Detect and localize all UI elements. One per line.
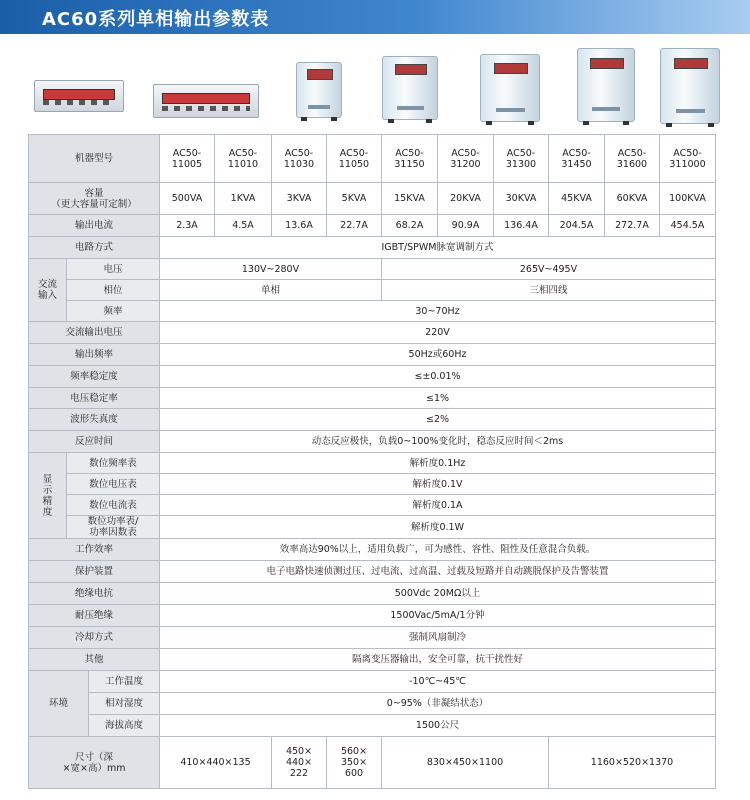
ac-out-v-value: 220V [160, 322, 716, 344]
voltage-three: 265V~495V [382, 259, 716, 280]
label-v-stab: 电压稳定率 [29, 388, 160, 409]
current-cell: 136.4A [494, 215, 549, 237]
label-protection: 保护装置 [29, 561, 160, 583]
row-model [29, 135, 716, 183]
label-display: 显 示 精 度 [29, 453, 67, 539]
row-d-power [29, 516, 716, 539]
row-other [29, 649, 716, 671]
efficiency-value: 效率高达90%以上，适用负载广，可为感性、容性、阻性及任意混合负载。 [160, 539, 716, 561]
env-alt-value: 1500公尺 [160, 715, 716, 737]
d-volt-value: 解析度0.1V [160, 474, 716, 495]
label-response: 反应时间 [29, 431, 160, 453]
capacity-cell: 60KVA [605, 183, 660, 215]
row-env-humid [29, 693, 716, 715]
label-env-temp: 工作温度 [89, 671, 160, 693]
product-image-31150 [382, 56, 438, 120]
label-d-power: 数位功率表/ 功率因数表 [67, 516, 160, 539]
row-ac-out-v [29, 322, 716, 344]
product-image-31300 [480, 54, 540, 122]
label-efficiency: 工作效率 [29, 539, 160, 561]
spec-table [28, 134, 716, 789]
row-d-freq [29, 453, 716, 474]
label-circuit: 电路方式 [29, 237, 160, 259]
row-withstand [29, 605, 716, 627]
label-current: 输出电流 [29, 215, 160, 237]
label-freq: 频率 [67, 301, 160, 322]
model-cell: AC50- 11010 [215, 135, 272, 183]
capacity-cell: 30KVA [494, 183, 549, 215]
d-power-value: 解析度0.1W [160, 516, 716, 539]
label-voltage: 电压 [67, 259, 160, 280]
label-env: 环境 [29, 671, 89, 737]
freq-value: 30~70Hz [160, 301, 716, 322]
row-protection [29, 561, 716, 583]
label-out-freq: 输出频率 [29, 344, 160, 366]
label-capacity [29, 183, 160, 215]
row-input-voltage [29, 259, 716, 280]
title-banner [0, 0, 750, 34]
capacity-cell: 3KVA [272, 183, 327, 215]
label-env-alt: 海拔高度 [89, 715, 160, 737]
label-capacity-main: 容量 [84, 187, 104, 199]
capacity-cell: 20KVA [438, 183, 494, 215]
model-cell: AC50- 31600 [605, 135, 660, 183]
row-d-volt [29, 474, 716, 495]
cooling-value: 强制风扇制冷 [160, 627, 716, 649]
current-cell: 22.7A [327, 215, 382, 237]
current-cell: 13.6A [272, 215, 327, 237]
model-cell: AC50- 31150 [382, 135, 438, 183]
row-input-freq [29, 301, 716, 322]
label-ac-input: 交流 输入 [29, 259, 67, 322]
capacity-cell: 100KVA [660, 183, 716, 215]
row-size [29, 737, 716, 789]
capacity-cell: 15KVA [382, 183, 438, 215]
current-cell: 454.5A [660, 215, 716, 237]
model-cell: AC50- 311000 [660, 135, 716, 183]
freq-stab-value: ≤±0.01% [160, 366, 716, 388]
d-freq-value: 解析度0.1Hz [160, 453, 716, 474]
d-curr-value: 解析度0.1A [160, 495, 716, 516]
label-d-freq: 数位频率表 [67, 453, 160, 474]
size-4: 830×450×1100 [382, 737, 549, 789]
label-cooling: 冷却方式 [29, 627, 160, 649]
row-insulation [29, 583, 716, 605]
label-insulation: 绝缘电抗 [29, 583, 160, 605]
protection-value: 电子电路快速侦测过压、过电流、过高温、过载及短路并自动跳脱保护及告警装置 [160, 561, 716, 583]
withstand-value: 1500Vac/5mA/1分钟 [160, 605, 716, 627]
row-current [29, 215, 716, 237]
out-freq-value: 50Hz或60Hz [160, 344, 716, 366]
row-env-alt [29, 715, 716, 737]
row-v-stab [29, 388, 716, 409]
row-cooling [29, 627, 716, 649]
phase-three: 三相四线 [382, 280, 716, 301]
other-value: 隔离变压器输出，安全可靠，抗干扰性好 [160, 649, 716, 671]
response-value: 动态反应极快，负载0~100%变化时，稳态反应时间＜2ms [160, 431, 716, 453]
capacity-cell: 5KVA [327, 183, 382, 215]
label-model: 机器型号 [29, 135, 160, 183]
product-image-11010 [153, 84, 259, 118]
current-cell: 272.7A [605, 215, 660, 237]
capacity-cell: 500VA [160, 183, 215, 215]
row-capacity [29, 183, 716, 215]
label-size: 尺寸（深 ×宽×高）mm [29, 737, 160, 789]
label-d-volt: 数位电压表 [67, 474, 160, 495]
row-input-phase [29, 280, 716, 301]
row-d-curr [29, 495, 716, 516]
label-env-humid: 相对湿度 [89, 693, 160, 715]
product-image-31450 [577, 48, 635, 122]
label-ac-out-v: 交流输出电压 [29, 322, 160, 344]
circuit-value: IGBT/SPWM脉宽调制方式 [160, 237, 716, 259]
row-efficiency [29, 539, 716, 561]
current-cell: 2.3A [160, 215, 215, 237]
model-cell: AC50- 11005 [160, 135, 215, 183]
label-capacity-note: （更大容量可定制） [51, 198, 137, 210]
size-3: 560× 350× 600 [327, 737, 382, 789]
env-temp-value: -10℃~45℃ [160, 671, 716, 693]
page-title: AC60系列单相输出参数表 [42, 9, 270, 30]
label-distortion: 波形失真度 [29, 409, 160, 431]
model-cell: AC50- 31450 [549, 135, 605, 183]
model-cell: AC50- 11030 [272, 135, 327, 183]
distortion-value: ≤2% [160, 409, 716, 431]
current-cell: 4.5A [215, 215, 272, 237]
v-stab-value: ≤1% [160, 388, 716, 409]
product-image-11030 [296, 62, 342, 118]
label-d-curr: 数位电流表 [67, 495, 160, 516]
product-image-311000 [660, 48, 720, 124]
capacity-cell: 45KVA [549, 183, 605, 215]
label-phase: 相位 [67, 280, 160, 301]
current-cell: 90.9A [438, 215, 494, 237]
label-freq-stab: 频率稳定度 [29, 366, 160, 388]
label-withstand: 耐压绝缘 [29, 605, 160, 627]
insulation-value: 500Vdc 20MΩ以上 [160, 583, 716, 605]
phase-single: 单相 [160, 280, 382, 301]
product-image-11005 [34, 80, 124, 112]
current-cell: 204.5A [549, 215, 605, 237]
row-env-temp [29, 671, 716, 693]
model-cell: AC50- 31200 [438, 135, 494, 183]
env-humid-value: 0~95%（非凝结状态） [160, 693, 716, 715]
row-circuit [29, 237, 716, 259]
label-other: 其他 [29, 649, 160, 671]
row-distortion [29, 409, 716, 431]
model-cell: AC50- 31300 [494, 135, 549, 183]
row-out-freq [29, 344, 716, 366]
voltage-single: 130V~280V [160, 259, 382, 280]
row-freq-stab [29, 366, 716, 388]
current-cell: 68.2A [382, 215, 438, 237]
model-cell: AC50- 11050 [327, 135, 382, 183]
size-5: 1160×520×1370 [549, 737, 716, 789]
row-response [29, 431, 716, 453]
size-2: 450× 440× 222 [272, 737, 327, 789]
size-1: 410×440×135 [160, 737, 272, 789]
capacity-cell: 1KVA [215, 183, 272, 215]
product-photos [0, 36, 750, 134]
